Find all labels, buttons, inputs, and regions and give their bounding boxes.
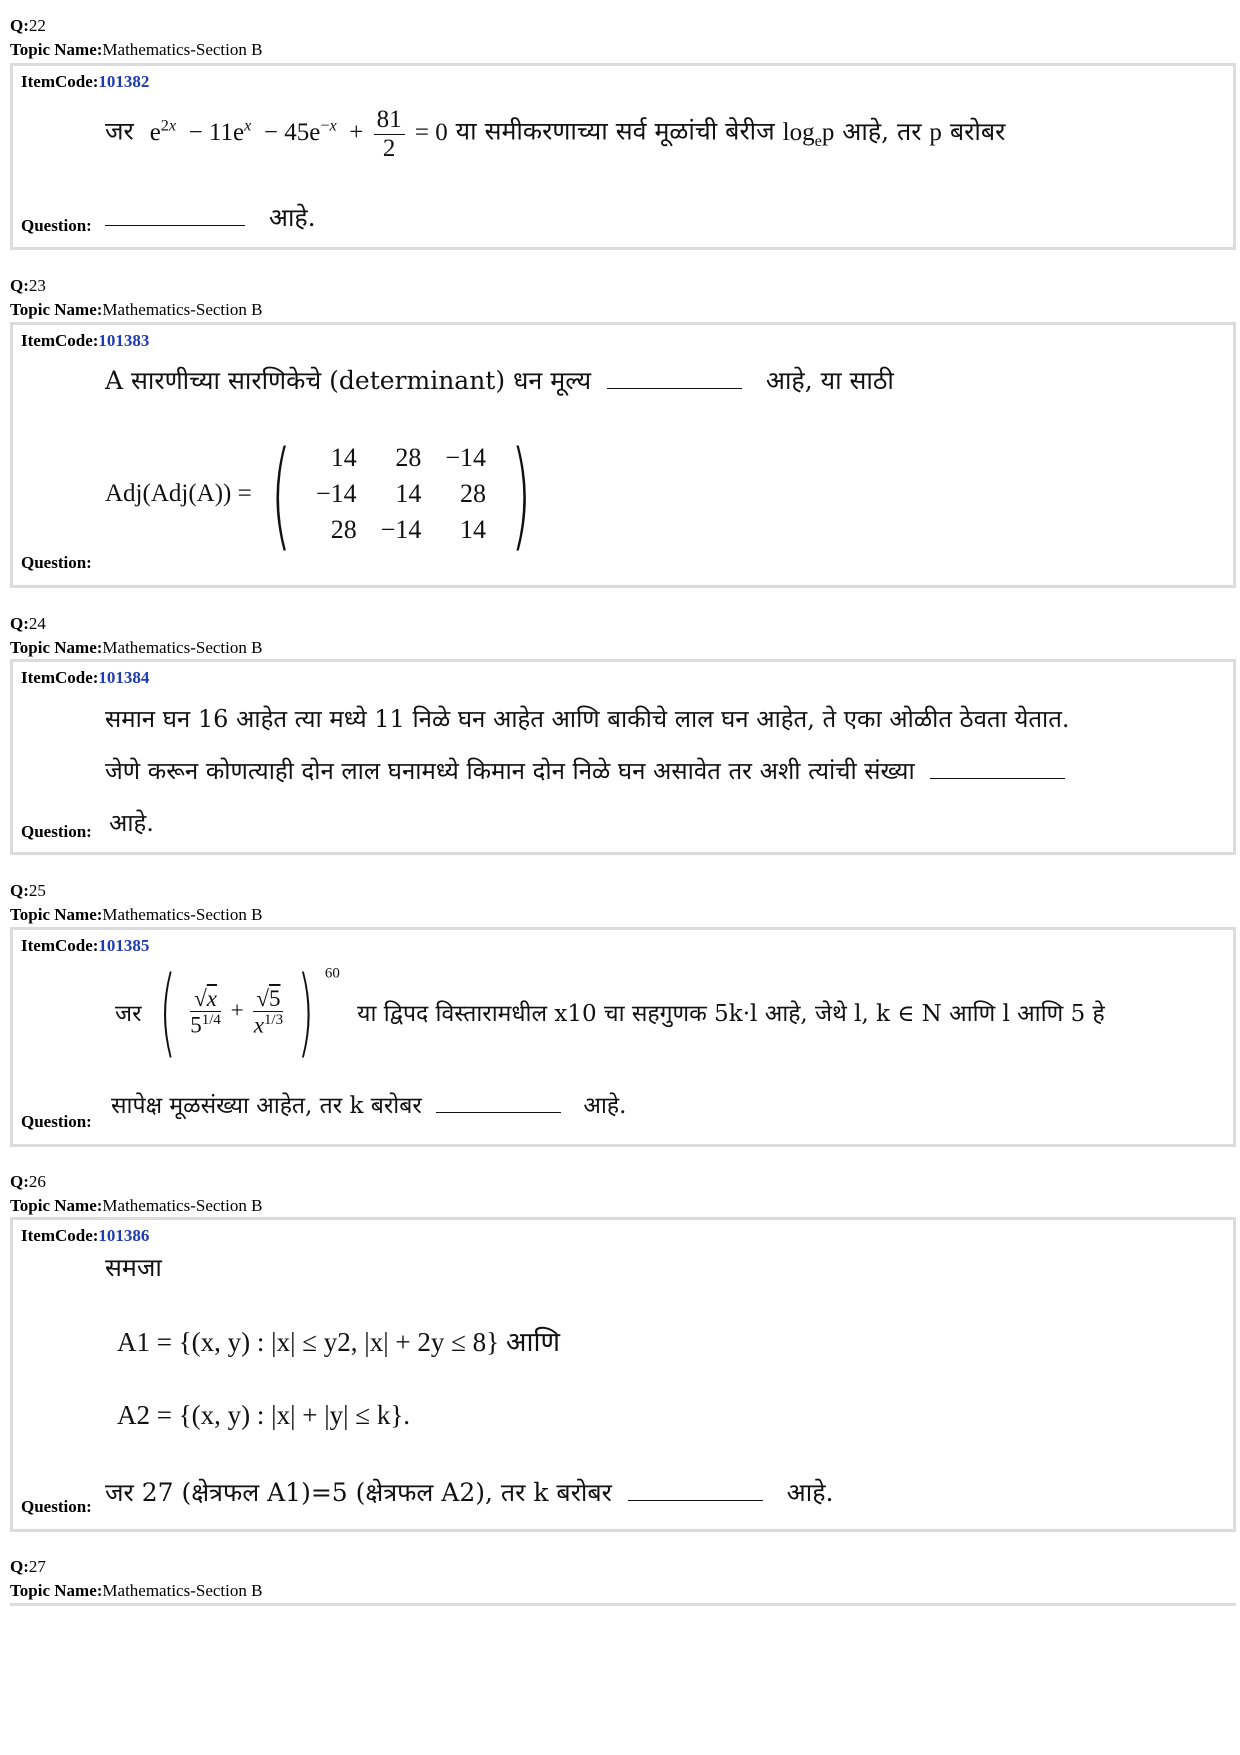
question-box-25 (10, 927, 1236, 1147)
question-header-25: Q:25 Topic Name:Mathematics-Section B (10, 881, 263, 924)
question-label: Question: (21, 216, 92, 235)
adj-equation: Adj(Adj(A)) = ( 14 28 −14 −14 14 28 28 −14 14 ) (105, 425, 532, 563)
question-box-22 (10, 63, 1236, 250)
item-code: ItemCode:101383 (21, 331, 150, 350)
item-code: ItemCode:101382 (21, 72, 150, 91)
item-code: ItemCode:101385 (21, 936, 150, 955)
question-box-27-top-border (10, 1603, 1236, 1606)
question-header-22 (10, 14, 262, 62)
question-text-line2: आहे. (105, 200, 316, 234)
question-label: Question: (21, 1497, 92, 1516)
binomial-expression: ( $\frac{√x}{5^{1/4}}$ + $\frac{√5}{x^{1/3}}$ ) $^{60}$ (159, 956, 340, 1068)
topic-name: Mathematics-Section B (102, 40, 263, 59)
question-label: Question: (21, 553, 92, 572)
question-label: Question: (21, 1112, 92, 1131)
question-text: जर $e^{2x} - 11e^x - 45e^{-x}$ + $\frac{81}{2}$ = 0 या समीकरणाच्या सर्व मूळांची बेरीज $\log_ep$ आहे, तर p बरोबर (105, 106, 1006, 162)
question-number: 22 (28, 16, 46, 35)
question-box-23 (10, 322, 1236, 588)
set-a1: A1 = {(x, y) : |x| ≤ y2, |x| + 2y ≤ 8} आणि (117, 1327, 560, 1357)
question-text-line2: सापेक्ष मूळसंख्या आहेत, तर k बरोबर आहे. (111, 1093, 627, 1119)
q-prefix: Q: (10, 16, 29, 35)
question-text-last: जर 27 (क्षेत्रफल A1)=5 (क्षेत्रफल A2), तर k बरोबर आहे. (105, 1478, 834, 1507)
question-label: Question: (21, 822, 92, 841)
question-text-line2: जेणे करून कोणत्याही दोन लाल घनामध्ये किमान दोन निळे घन असावेत तर अशी त्यांची संख्या (105, 754, 1065, 787)
question-text-line3: आहे. (109, 809, 154, 837)
question-header-26: Q:26 Topic Name:Mathematics-Section B (10, 1172, 263, 1215)
question-text-line1: समान घन 16 आहेत त्या मध्ये 11 निळे घन आहेत आणि बाकीचे लाल घन आहेत, ते एका ओळीत ठेवता येतात. (105, 705, 1070, 733)
question-header-24: Q:24 Topic Name:Mathematics-Section B (10, 614, 263, 657)
matrix: 14 28 −14 −14 14 28 28 −14 14 (316, 443, 487, 544)
question-header-23: Q:23 Topic Name:Mathematics-Section B (10, 276, 263, 319)
question-box-24 (10, 659, 1236, 855)
item-code: ItemCode:101384 (21, 668, 150, 687)
question-box-26 (10, 1217, 1236, 1532)
question-header-27: Q:27 Topic Name:Mathematics-Section B (10, 1557, 263, 1600)
set-a2: A2 = {(x, y) : |x| + |y| ≤ k}. (117, 1400, 411, 1430)
question-text: A सारणीच्या सारणिकेचे (determinant) धन मूल्य आहे, या साठी (105, 366, 894, 395)
item-code: ItemCode:101386 (21, 1226, 150, 1245)
topic-prefix: Topic Name: (10, 40, 103, 59)
question-text-line1: जर ( $\frac{√x}{5^{1/4}}$ + $\frac{√5}{x^{1/3}}$ ) $^{60}$ या द्विपद विस्तारामधील x10 चा सहगुणक 5k·l आहे, जेथे l, k ∈ N आणि l आणि 5 हे (115, 956, 1105, 1068)
question-text-line1: समजा (105, 1253, 162, 1282)
